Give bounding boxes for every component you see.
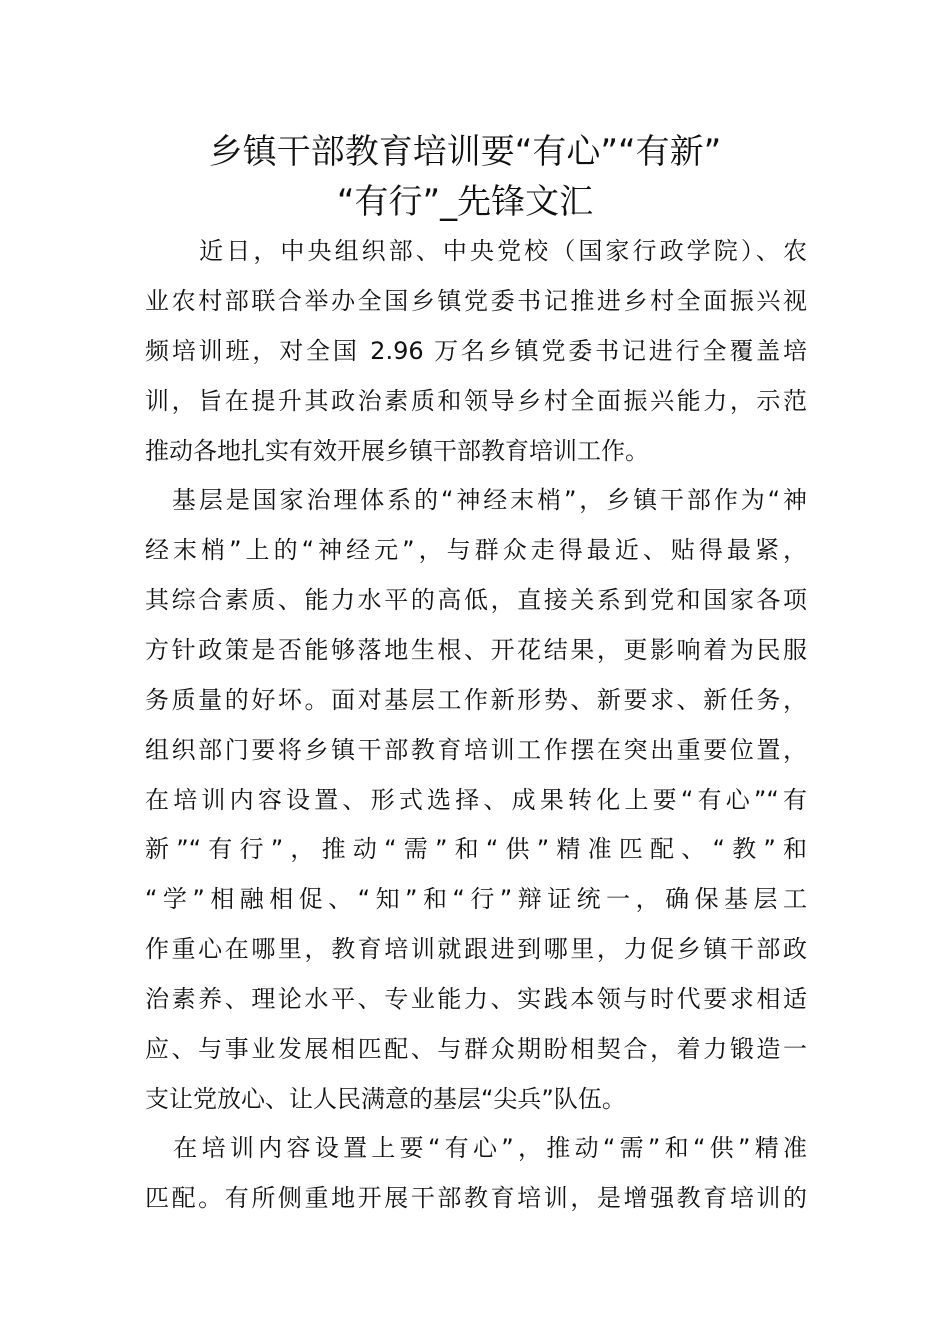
paragraph-line: 治素养、理论水平、专业能力、实践本领与时代要求相适: [145, 985, 807, 1013]
paragraph-line: 近日，中央组织部、中央党校（国家行政学院）、农: [145, 237, 807, 265]
paragraph-line: 务质量的好坏。面对基层工作新形势、新要求、新任务，: [145, 686, 807, 714]
paragraph-line: “学”相融相促、“知”和“行”辩证统一，确保基层工: [145, 885, 807, 913]
paragraph-line: 应、与事业发展相匹配、与群众期盼相契合，着力锻造一: [145, 1035, 807, 1063]
paragraph-line: 支让党放心、让人民满意的基层“尖兵”队伍。: [145, 1085, 626, 1113]
paragraph-line: 推动各地扎实有效开展乡镇干部教育培训工作。: [145, 437, 649, 465]
paragraph-line: 频培训班，对全国 2.96 万名乡镇党委书记进行全覆盖培: [145, 337, 807, 365]
paragraph-line: 作重心在哪里，教育培训就跟进到哪里，力促乡镇干部政: [145, 935, 807, 963]
paragraph-line: 经末梢”上的“神经元”，与群众走得最近、贴得最紧，: [145, 536, 807, 564]
paragraph-line: 组织部门要将乡镇干部教育培训工作摆在突出重要位置，: [145, 736, 807, 764]
document-title-line-1: 乡镇干部教育培训要“有心”“有新”: [208, 132, 722, 172]
paragraph-line: 业农村部联合举办全国乡镇党委书记推进乡村全面振兴视: [145, 287, 807, 315]
paragraph-line: 匹配。有所侧重地开展干部教育培训，是增强教育培训的: [145, 1184, 807, 1212]
paragraph-line: 在培训内容设置上要“有心”，推动“需”和“供”精准: [145, 1134, 807, 1162]
paragraph-line: 方针政策是否能够落地生根、开花结果，更影响着为民服: [145, 636, 807, 664]
paragraph-line: 基层是国家治理体系的“神经末梢”，乡镇干部作为“神: [145, 486, 807, 514]
paragraph-line: 其综合素质、能力水平的高低，直接关系到党和国家各项: [145, 586, 807, 614]
document-title-line-2: “有行”_先锋文汇: [336, 182, 594, 222]
paragraph-line: 在培训内容设置、形式选择、成果转化上要“有心”“有: [145, 786, 807, 814]
paragraph-line: 新”“有行”，推动“需”和“供”精准匹配、“教”和: [145, 835, 807, 863]
paragraph-line: 训，旨在提升其政治素质和领导乡村全面振兴能力，示范: [145, 387, 807, 415]
